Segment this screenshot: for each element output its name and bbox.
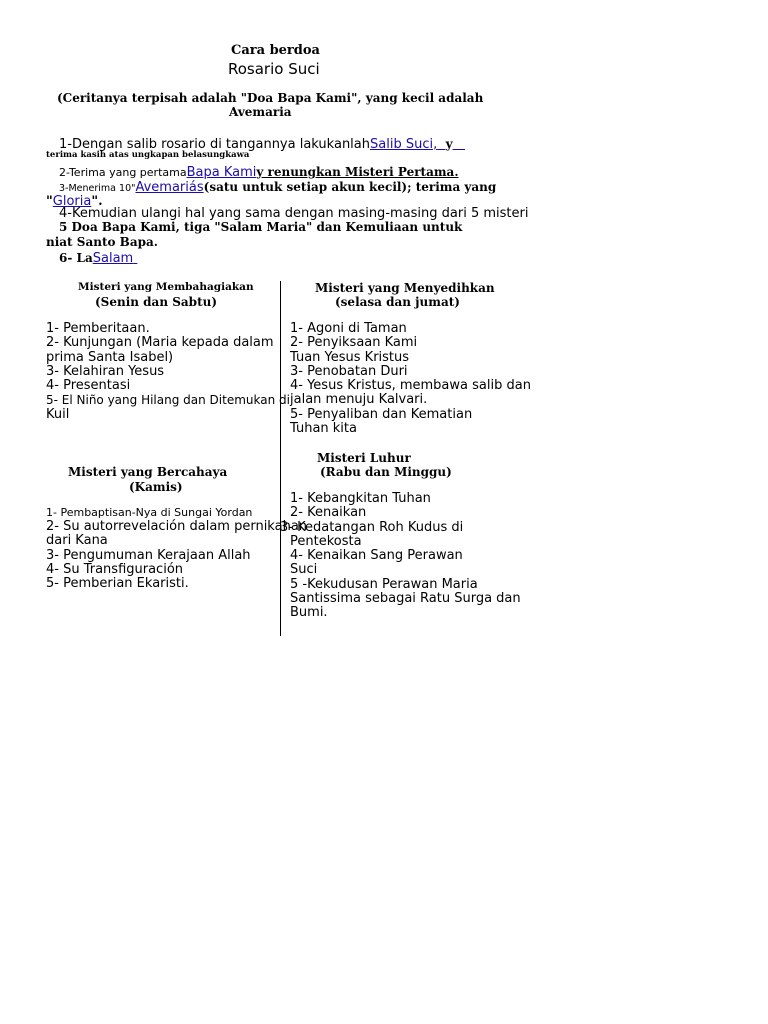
list-item: dari Kana xyxy=(46,533,108,549)
sorrowful-list xyxy=(290,322,531,436)
luminous-title: Misteri yang Bercahaya xyxy=(68,465,228,479)
step-4: 4-Kemudian ulangi hal yang sama dengan masing-masing dari 5 misteri xyxy=(59,206,529,221)
step-3-text: 3-Menerima 10" xyxy=(59,183,136,194)
sorrowful-title: Misteri yang Menyedihkan xyxy=(315,281,495,295)
list-item: 4- Kenaikan Sang Perawan xyxy=(290,548,463,564)
step-5-line1: 5 Doa Bapa Kami, tiga "Salam Maria" dan Kemuliaan untuk xyxy=(59,220,463,234)
list-item: 5- Pemberian Ekaristi. xyxy=(46,576,189,592)
step-1-sub: terima kasih atas ungkapan belasungkawa xyxy=(46,150,250,160)
list-item: Tuhan kita xyxy=(290,421,357,437)
list-item: Kuil xyxy=(46,406,70,422)
list-item: jalan menuju Kalvari. xyxy=(290,392,428,408)
list-item: 1- Agoni di Taman xyxy=(290,321,407,336)
list-item: 3- Kedatangan Roh Kudus di xyxy=(280,519,464,535)
list-item: 4- Presentasi xyxy=(46,378,131,394)
step-2-after: y renungkan Misteri Pertama. xyxy=(256,165,459,179)
list-item: 3- Kelahiran Yesus xyxy=(46,363,165,379)
list-item: prima Santa Isabel) xyxy=(46,349,174,365)
link-bapa-kami[interactable]: Bapa Kami xyxy=(186,165,257,180)
luminous-item-1: 1- Pembaptisan-Nya di Sungai Yordan xyxy=(46,506,253,519)
step-3-after: (satu untuk setiap akun kecil); terima yang xyxy=(203,180,497,194)
step-3 xyxy=(59,178,496,196)
step-2-text: 2-Terima yang pertama xyxy=(59,166,187,179)
step-1-after: y xyxy=(445,137,453,151)
glorious-list xyxy=(280,491,521,621)
step-5-line2: niat Santo Bapa. xyxy=(46,235,158,249)
list-item: 2- Su autorrevelación dalam pernikahan xyxy=(46,519,308,534)
glorious-title: Misteri Luhur xyxy=(317,451,411,465)
list-item: 1- Pemberitaan. xyxy=(46,321,150,336)
glorious-days: (Rabu dan Minggu) xyxy=(320,465,452,479)
list-item: Suci xyxy=(290,562,318,578)
link-avemarias[interactable]: Avemariás xyxy=(135,180,204,195)
list-item: 5- El Niño yang Hilang dan Ditemukan di xyxy=(46,393,290,408)
list-item: 2- Kunjungan (Maria kepada dalam xyxy=(46,335,274,351)
list-item: 4- Yesus Kristus, membawa salib dan xyxy=(290,378,531,394)
list-item: 2- Kenaikan xyxy=(290,505,367,521)
list-item: 3- Penobatan Duri xyxy=(290,363,408,379)
quote-close: ". xyxy=(91,194,103,209)
intro-line1: (Ceritanya terpisah adalah "Doa Bapa Kami", yang kecil adalah xyxy=(57,91,484,105)
list-item: Pentekosta xyxy=(290,533,362,549)
list-item: 2- Penyiksaan Kami xyxy=(290,335,418,351)
list-item: Tuan Yesus Kristus xyxy=(290,349,410,365)
intro-line2: Avemaria xyxy=(229,105,292,119)
list-item: 5 -Kekudusan Perawan Maria xyxy=(290,576,478,592)
joyful-days: (Senin dan Sabtu) xyxy=(95,295,218,309)
step-1-text: 1-Dengan salib rosario di tangannya lakukanlah xyxy=(59,137,370,152)
joyful-title: Misteri yang Membahagiakan xyxy=(78,281,254,293)
link-salam[interactable]: Salam xyxy=(92,251,134,266)
link-gloria[interactable]: Gloria xyxy=(52,194,92,209)
list-item: 1- Kebangkitan Tuhan xyxy=(290,491,431,506)
title-line1: Cara berdoa xyxy=(231,43,320,58)
luminous-list xyxy=(46,520,307,591)
list-item: Bumi. xyxy=(290,605,328,621)
list-item: 4- Su Transfiguración xyxy=(46,561,184,577)
list-item: Santissima sebagai Ratu Surga dan xyxy=(290,591,521,607)
joyful-list xyxy=(46,322,290,422)
sorrowful-days: (selasa dan jumat) xyxy=(335,295,460,309)
step-6-text: 6- La xyxy=(59,251,93,265)
list-item: 3- Pengumuman Kerajaan Allah xyxy=(46,547,251,563)
title-line2: Rosario Suci xyxy=(228,60,320,78)
quote-open: " xyxy=(46,194,53,209)
list-item: 5- Penyaliban dan Kematian xyxy=(290,406,473,422)
step-6 xyxy=(59,249,137,267)
luminous-days: (Kamis) xyxy=(129,480,183,494)
link-salib-suci[interactable]: Salib Suci, xyxy=(370,137,438,152)
